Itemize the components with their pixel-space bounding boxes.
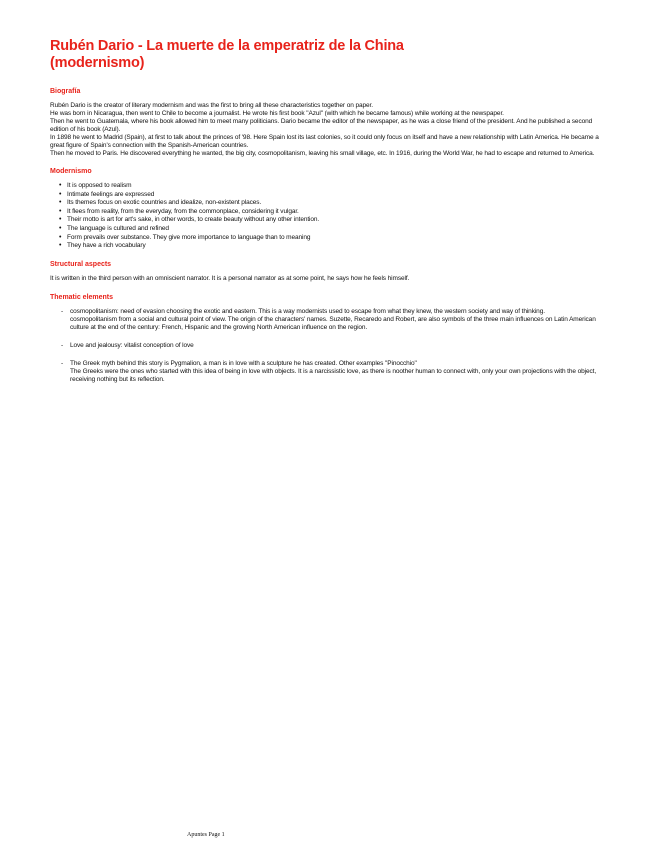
document-content — [50, 38, 610, 394]
biografia-paragraph: He was born in Nicaragua, then went to Chile to become a journalist. He wrote his first book "Azul" (with which he became famous) while working at the newspaper. — [50, 110, 504, 117]
list-item: • Its themes focus on exotic countries and idealize, non-existent places. — [67, 199, 610, 208]
list-item-line: - Love and jealousy: vitalist conception of love — [70, 341, 194, 349]
list-item — [70, 360, 610, 384]
biografia-section — [50, 87, 610, 158]
modernismo-list — [50, 182, 610, 251]
structural-heading: Structural aspects — [50, 260, 112, 268]
list-item-line: - cosmopolitanism: need of evasion choosing the exotic and eastern. This is a way modernists used to escape from what they knew, the western society and way of thinking. — [70, 307, 545, 315]
biografia-heading: Biografía — [50, 88, 81, 95]
page-title — [50, 38, 610, 72]
list-item-line: - The Greek myth behind this story is Pygmalion, a man is in love with a sculpture he has created. Other examples "Pinocchio" — [70, 359, 417, 367]
thematic-list — [50, 308, 610, 384]
title-line-2: (modernismo) — [50, 55, 145, 71]
modernismo-section — [50, 167, 610, 251]
list-item: • It is opposed to realism — [67, 182, 610, 191]
title-line-1: Rubén Dario - La muerte de la emperatriz de la China — [50, 38, 404, 54]
list-item: • The language is cultured and refined — [67, 225, 610, 234]
biografia-paragraph: Then he went to Guatemala, where his book allowed him to meet many politicians. Dario became the editor of the newspaper, as he was a close friend of the president. And he published a second edition of his book (Azul). — [50, 118, 593, 133]
thematic-heading: Thematic elements — [50, 293, 114, 301]
page-footer: Apuntes Page 1 — [187, 832, 225, 838]
list-item: • Form prevails over substance. They give more importance to language than to meaning — [67, 234, 610, 243]
list-item: • Intimate feelings are expressed — [67, 191, 610, 200]
structural-section — [50, 260, 610, 283]
list-item — [70, 342, 610, 350]
list-item-line: cosmopolitanism from a social and cultural point of view. The origin of the characters' names. Suzette, Recaredo and Robert, are also symbols of the three main influences on Latin American culture at the end of the century: French, Hispanic and the growing North American influence on the region. — [70, 315, 596, 331]
list-item-line: The Greeks were the ones who started with this idea of being in love with objects. It is a narcissistic love, as there is noother human to connect with, only your own projections with the object, receiving nothing but its reflection. — [70, 367, 597, 383]
list-item: • They have a rich vocabulary — [67, 242, 610, 251]
biografia-paragraph: Then he moved to Paris. He discovered everything he wanted, the big city, cosmopolitanism, leaving his small village, etc. In 1916, during the World War, he had to escape and returned to America. — [50, 150, 595, 157]
list-item — [70, 308, 610, 332]
list-item: • It flees from reality, from the everyday, from the commonplace, considering it vulgar. — [67, 208, 610, 217]
list-item: • Their motto is art for art's sake, in other words, to create beauty without any other intention. — [67, 216, 610, 225]
biografia-paragraph: In 1898 he went to Madrid (Spain), at first to talk about the princes of '98. Here Spain lost its last colonies, so it could only focus on itself and have a new relationship with Latin America. He became a great figure of Spain's connection with the Spanish-American countries. — [50, 134, 599, 149]
thematic-section — [50, 293, 610, 384]
modernismo-heading: Modernismo — [50, 168, 92, 175]
biografia-paragraph: Rubén Dario is the creator of literary modernism and was the first to bring all these characteristics together on paper. — [50, 102, 373, 109]
structural-text: It is written in the third person with an omniscient narrator. It is a personal narrator as at some point, he says how he feels himself. — [50, 274, 410, 282]
